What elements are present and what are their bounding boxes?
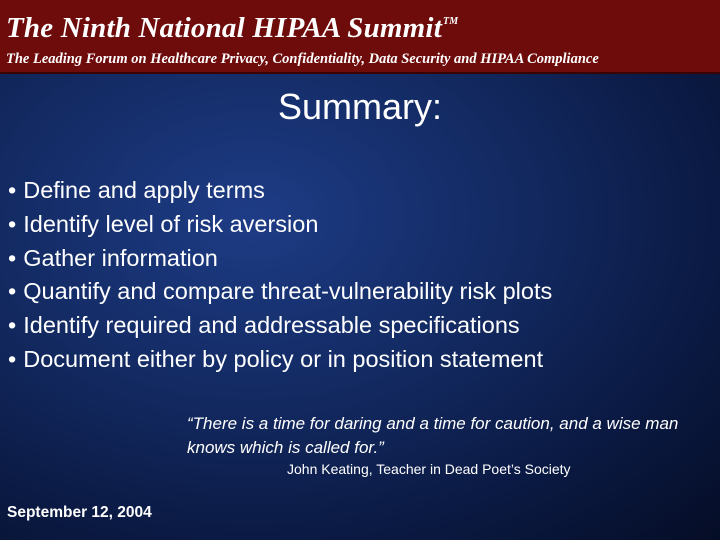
bullet-item	[8, 309, 552, 343]
bullet-icon: •	[8, 345, 17, 372]
bullet-icon: •	[8, 312, 17, 339]
bullet-icon: •	[8, 278, 17, 305]
bullet-icon: •	[8, 244, 17, 271]
bullet-text: Gather information	[23, 244, 218, 271]
header-banner	[0, 0, 720, 74]
quote-text: “There is a time for daring and a time for caution, and a wise man knows which is called for.”	[187, 414, 679, 457]
slide-date: September 12, 2004	[7, 504, 152, 521]
bullet-text: Identify level of risk aversion	[23, 210, 319, 237]
bullet-icon: •	[8, 210, 17, 237]
bullet-item	[8, 242, 552, 276]
bullet-item	[8, 343, 552, 377]
banner-subtitle: The Leading Forum on Healthcare Privacy, Confidentiality, Data Security and HIPAA Compliance	[6, 51, 599, 67]
quote-attribution: John Keating, Teacher in Dead Poet’s Society	[287, 461, 571, 477]
bullet-icon: •	[8, 177, 17, 203]
bullet-item	[8, 275, 552, 309]
bullet-list	[8, 174, 552, 377]
bullet-item	[8, 174, 552, 208]
banner-title-text: The Ninth National HIPAA Summit	[6, 12, 442, 44]
bullet-text: Quantify and compare threat-vulnerability risk plots	[23, 278, 553, 305]
bullet-text: Identify required and addressable specifications	[23, 312, 520, 339]
bullet-text: Define and apply terms	[23, 177, 265, 203]
slide-title: Summary:	[277, 86, 443, 127]
banner-title	[6, 12, 458, 45]
bullet-item	[8, 208, 552, 242]
trademark-mark: TM	[442, 16, 459, 27]
bullet-text: Document either by policy or in position statement	[23, 345, 544, 372]
